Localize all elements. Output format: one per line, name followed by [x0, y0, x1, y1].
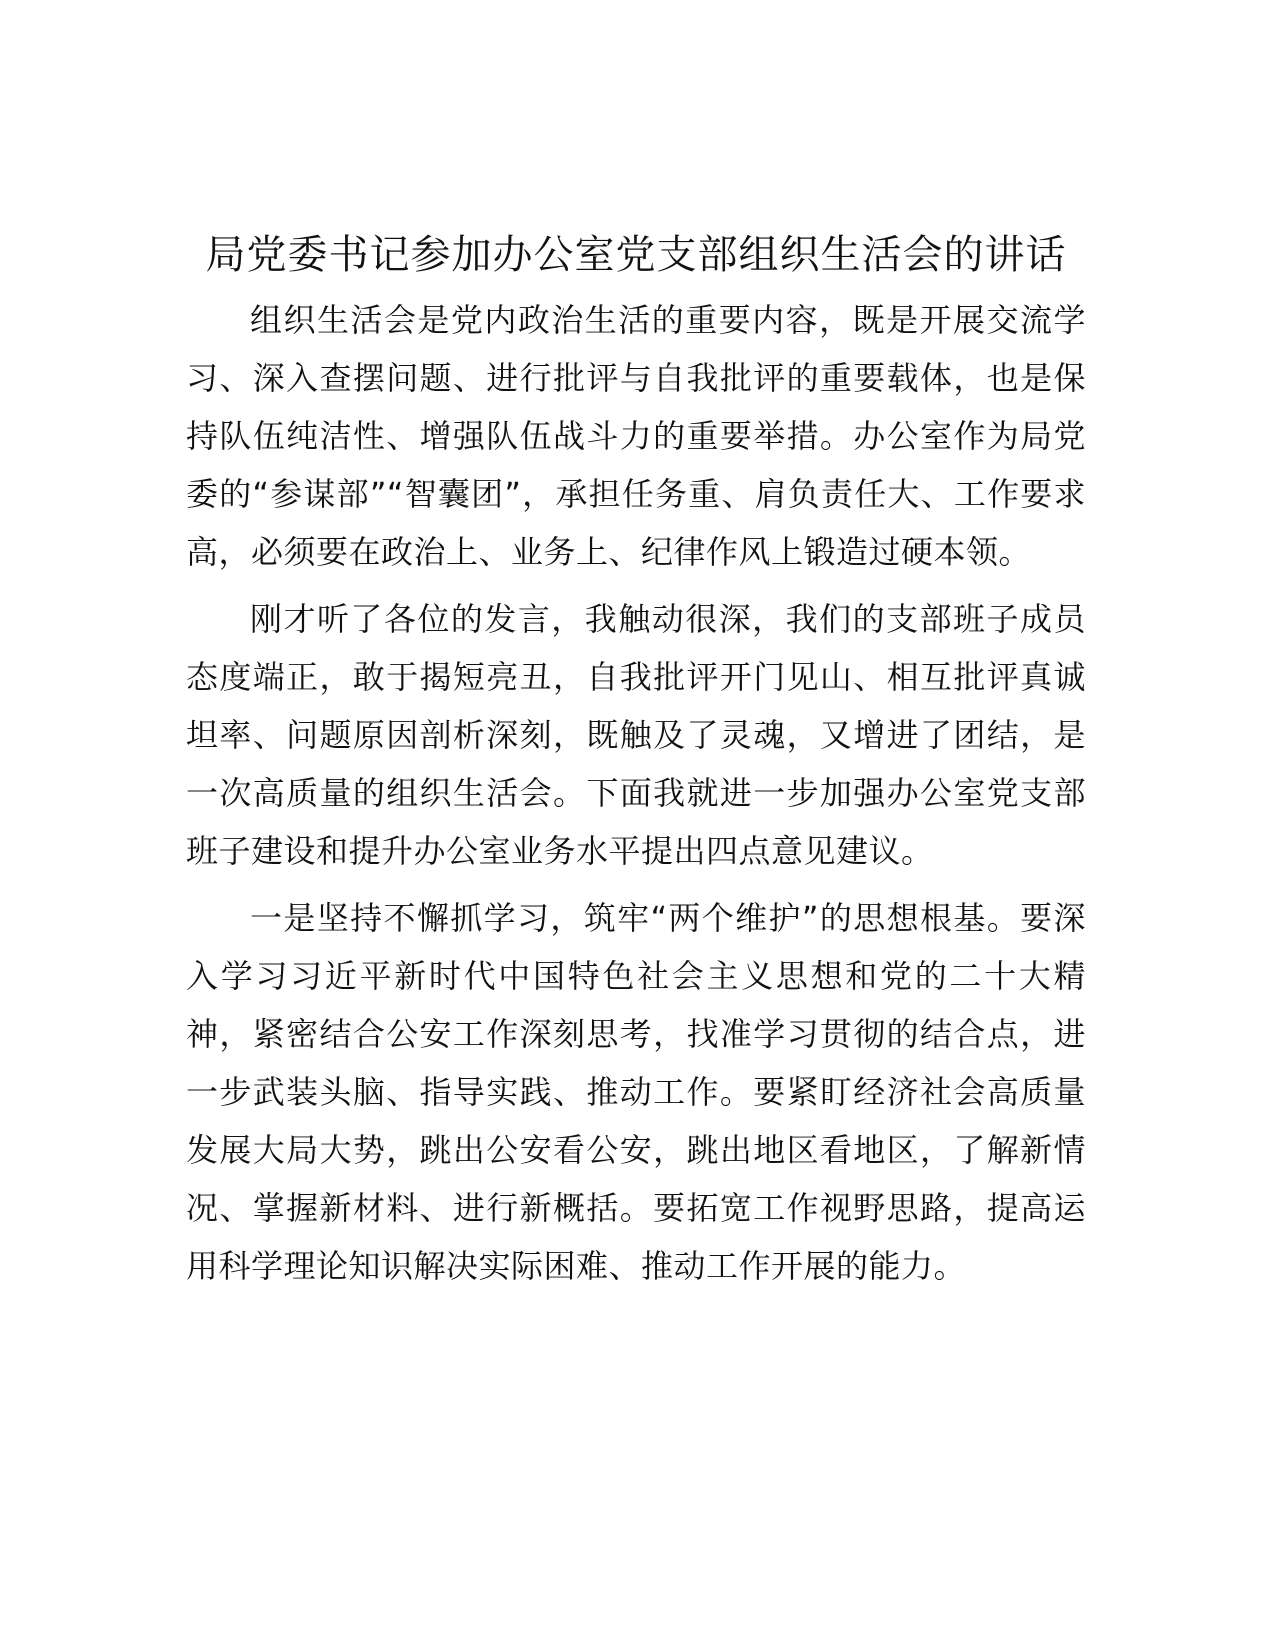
paragraph-1: 组织生活会是党内政治生活的重要内容，既是开展交流学习、深入查摆问题、进行批评与自我批评的重要载体，也是保持队伍纯洁性、增强队伍战斗力的重要举措。办公室作为局党委的“参谋部”“智囊团”，承担任务重、肩负责任大、工作要求高，必须要在政治上、业务上、纪律作风上锻造过硬本领。	[186, 301, 1086, 571]
paragraph-3: 一是坚持不懈抓学习，筑牢“两个维护”的思想根基。要深入学习习近平新时代中国特色社会主义思想和党的二十大精神，紧密结合公安工作深刻思考，找准学习贯彻的结合点，进一步武装头脑、指导实践、推动工作。要紧盯经济社会高质量发展大局大势，跳出公安看公安，跳出地区看地区，了解新情况、掌握新材料、进行新概括。要拓宽工作视野思路，提高运用科学理论知识解决实际困难、推动工作开展的能力。	[186, 899, 1086, 1285]
document-body	[186, 225, 1086, 1304]
paragraph-2: 刚才听了各位的发言，我触动很深，我们的支部班子成员态度端正，敢于揭短亮丑，自我批评开门见山、相互批评真诚坦率、问题原因剖析深刻，既触及了灵魂，又增进了团结，是一次高质量的组织生活会。下面我就进一步加强办公室党支部班子建设和提升办公室业务水平提出四点意见建议。	[186, 600, 1086, 870]
document-title: 局党委书记参加办公室党支部组织生活会的讲话	[205, 232, 1067, 278]
